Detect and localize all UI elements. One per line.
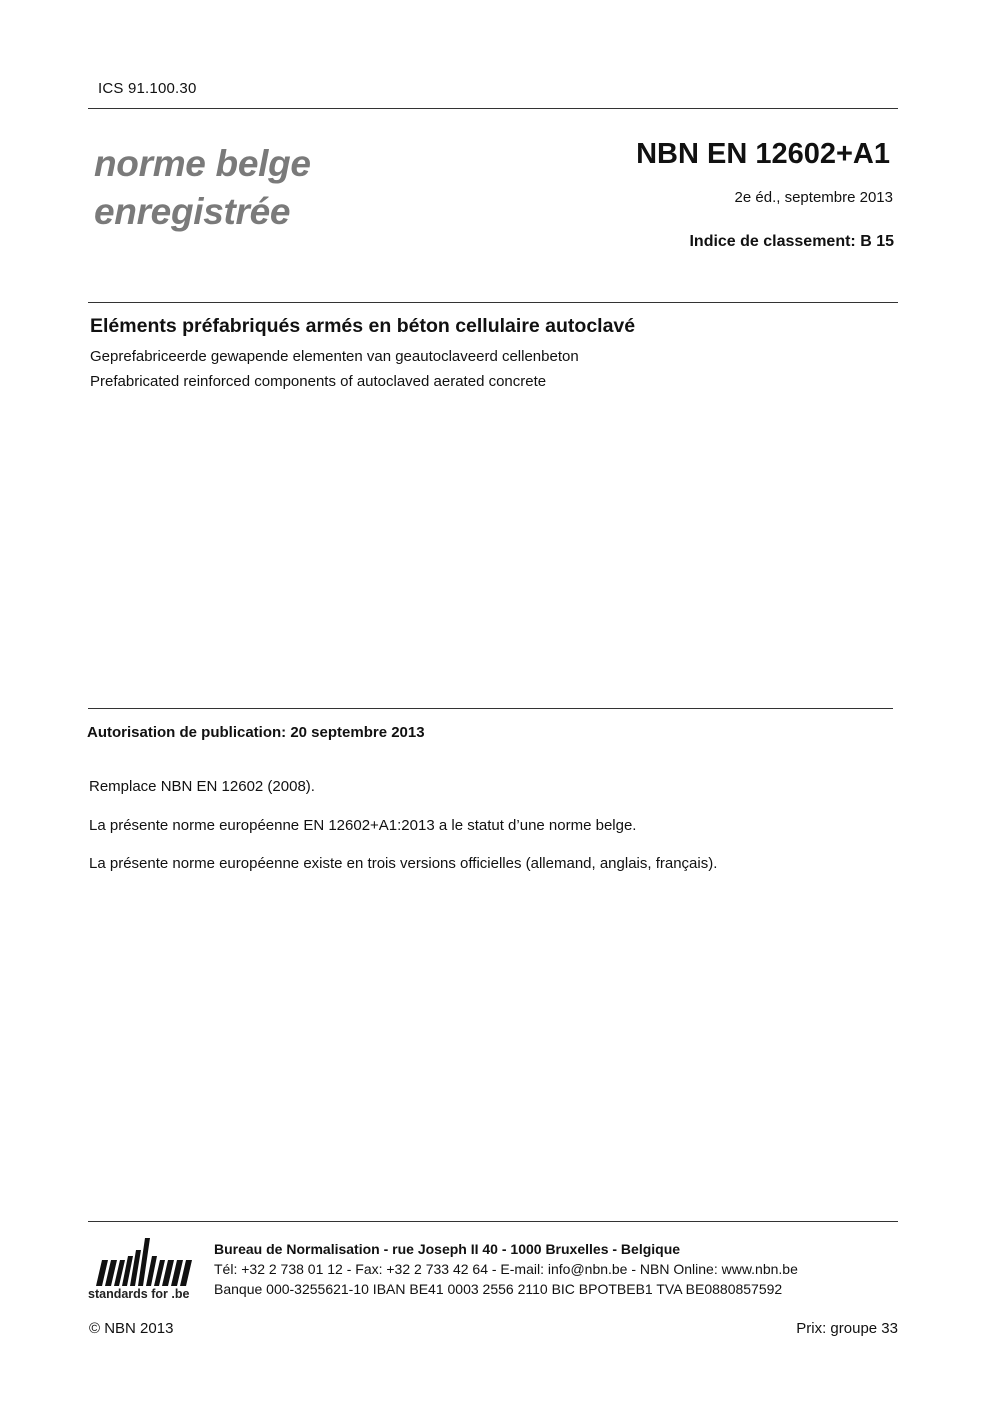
- header-rule: [88, 108, 898, 109]
- edition-date: 2e éd., septembre 2013: [734, 189, 893, 206]
- copyright: © NBN 2013: [89, 1320, 174, 1337]
- title-dutch: Geprefabriceerde gewapende elementen van geautoclaveerd cellenbeton: [90, 348, 579, 365]
- title-french: Eléments préfabriqués armés en béton cellulaire autoclavé: [90, 315, 636, 337]
- footer-address: Bureau de Normalisation - rue Joseph II 40 - 1000 Bruxelles - Belgique: [214, 1241, 681, 1257]
- title-english: Prefabricated reinforced components of autoclaved aerated concrete: [90, 373, 547, 390]
- footer-bank: Banque 000-3255621-10 IBAN BE41 0003 2556 2110 BIC BPOTBEB1 TVA BE0880857592: [214, 1281, 783, 1297]
- footer-contact: Tél: +32 2 738 01 12 - Fax: +32 2 733 42 64 - E-mail: info@nbn.be - NBN Online: www.nbn.be: [214, 1261, 798, 1277]
- footer-rule: [88, 1221, 898, 1222]
- paragraph-replaces: Remplace NBN EN 12602 (2008).: [89, 778, 315, 795]
- norme-belge-heading: [94, 140, 311, 236]
- norme-line-1: norme belge: [94, 143, 311, 184]
- logo-caption: standards for .be: [88, 1287, 190, 1301]
- price-group: Prix: groupe 33: [796, 1320, 898, 1337]
- paragraph-versions: La présente norme européenne existe en trois versions officielles (allemand, anglais, français).: [89, 855, 718, 872]
- paragraph-status: La présente norme européenne EN 12602+A1:2013 a le statut d’une norme belge.: [89, 817, 637, 834]
- ics-code: ICS 91.100.30: [98, 80, 197, 97]
- norme-line-2: enregistrée: [94, 191, 291, 232]
- classement-index: Indice de classement: B 15: [689, 233, 894, 250]
- title-rule: [88, 302, 898, 303]
- standard-id: NBN EN 12602+A1: [636, 138, 890, 170]
- publication-authorisation: Autorisation de publication: 20 septembre 2013: [87, 724, 425, 741]
- body-rule: [88, 708, 893, 709]
